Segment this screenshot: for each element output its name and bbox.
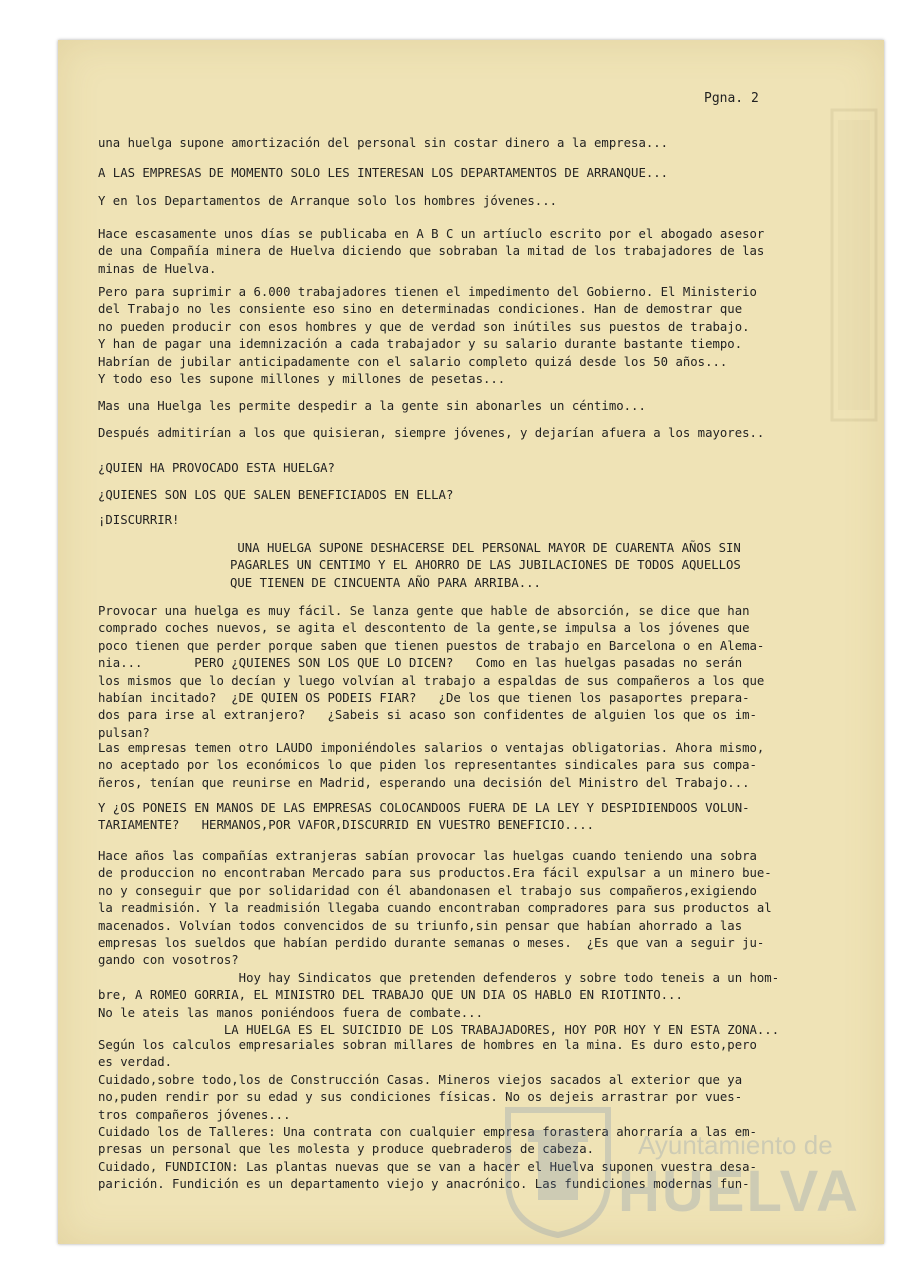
paragraph <box>98 848 779 1039</box>
text-line: Hace años las compañías extranjeras sabían provocar las huelgas cuando teniendo una sobra <box>98 849 757 863</box>
text-line: no y conseguir que por solidaridad con él abandonasen el trabajo sus compañeros,exigiendo <box>98 883 757 898</box>
text-line: Y en los Departamentos de Arranque solo los hombres jóvenes... <box>98 194 558 208</box>
text-line: es verdad. <box>98 1055 173 1070</box>
watermark-line-1: Ayuntamiento de <box>638 1130 833 1160</box>
watermark-line-2: HUELVA <box>618 1159 860 1224</box>
text-line: ñeros, tenían que reunirse en Madrid, esperando una decisión del Ministro del Trabajo... <box>98 775 750 790</box>
text-line: Hoy hay Sindicatos que pretenden defenderos y sobre todo teneis a un hom- <box>98 970 780 985</box>
text-line: ¿QUIENES SON LOS QUE SALEN BENEFICIADOS EN ELLA? <box>98 488 454 502</box>
text-line: presas un personal que les molesta y produce quebraderos de cabeza. <box>98 1142 595 1157</box>
text-line: UNA HUELGA SUPONE DESHACERSE DEL PERSONAL MAYOR DE CUARENTA AÑOS SIN <box>230 541 741 555</box>
text-line: nia... PERO ¿QUIENES SON LOS QUE LO DICEN? Como en las huelgas pasadas no serán <box>98 656 743 671</box>
text-line: del Trabajo no les consiente eso sino en determinadas condiciones. Han de demostrar que <box>98 302 743 317</box>
page-number: Pgna. 2 <box>704 91 759 106</box>
text-line: No le ateis las manos poniéndoos fuera de combate... <box>98 1005 483 1020</box>
paragraph <box>98 425 764 442</box>
paragraph <box>230 540 741 592</box>
text-line: la readmisión. Y la readmisión llegaba cuando encontraban compradores para sus productos al <box>98 901 772 916</box>
text-line: tros compañeros jóvenes... <box>98 1107 291 1122</box>
text-line: A LAS EMPRESAS DE MOMENTO SOLO LES INTERESAN LOS DEPARTAMENTOS DE ARRANQUE... <box>98 166 669 180</box>
text-line: Y todo eso les supone millones y millones de pesetas... <box>98 371 506 386</box>
paragraph <box>98 512 179 529</box>
document-page <box>58 40 884 1244</box>
text-line: no,puden rendir por su edad y sus condiciones físicas. No os dejeis arrastrar por vues- <box>98 1090 743 1105</box>
text-line: Mas una Huelga les permite despedir a la gente sin abonarles un céntimo... <box>98 399 646 413</box>
paragraph <box>98 226 764 278</box>
paragraph <box>98 800 750 835</box>
paragraph <box>98 460 335 477</box>
paragraph <box>98 165 668 182</box>
text-line: habían incitado? ¿DE QUIEN OS PODEIS FIAR? ¿De los que tienen los pasaportes prepara- <box>98 690 750 705</box>
ayuntamiento-huelva-watermark <box>498 1100 878 1240</box>
text-line: Y han de pagar una idemnización a cada trabajador y su salario durante bastante tiempo. <box>98 337 743 352</box>
paragraph <box>98 603 764 742</box>
text-line: ¡DISCURRIR! <box>98 513 180 527</box>
paragraph <box>98 487 453 504</box>
paragraph <box>98 398 646 415</box>
text-line: bre, A ROMEO GORRIA, EL MINISTRO DEL TRABAJO QUE UN DIA OS HABLO EN RIOTINTO... <box>98 988 683 1003</box>
text-line: los mismos que lo decían y luego volvían al trabajo a espaldas de sus compañeros a los que <box>98 673 765 688</box>
city-seal-icon <box>498 1100 618 1240</box>
text-line: dos para irse al extranjero? ¿Sabeis si acaso son confidentes de alguien los que os im- <box>98 708 757 723</box>
paragraph <box>98 740 764 792</box>
paragraph <box>98 135 668 152</box>
text-line: gando con vosotros? <box>98 953 239 968</box>
text-line: Hace escasamente unos días se publicaba en A B C un artíuclo escrito por el abogado asesor <box>98 227 765 241</box>
text-line: empresas los sueldos que habían perdido durante semanas o meses. ¿Es que van a seguir ju- <box>98 935 765 950</box>
text-line: PAGARLES UN CENTIMO Y EL AHORRO DE LAS JUBILACIONES DE TODOS AQUELLOS <box>230 558 741 573</box>
text-line: Cuidado,sobre todo,los de Construcción Casas. Mineros viejos sacados al exterior que ya <box>98 1072 743 1087</box>
text-line: poco tienen que perder porque saben que tienen puestos de trabajo en Barcelona o en Alema- <box>98 638 765 653</box>
text-line: macenados. Volvían todos convencidos de su triunfo,sin pensar que habían ahorrado a las <box>98 918 743 933</box>
text-line: ¿QUIEN HA PROVOCADO ESTA HUELGA? <box>98 461 335 475</box>
text-line: no aceptado por los económicos lo que piden los representantes sindicales para sus compa- <box>98 758 757 773</box>
faded-stamp-mark <box>824 100 884 430</box>
text-line: Pero para suprimir a 6.000 trabajadores tienen el impedimento del Gobierno. El Ministerio <box>98 285 757 299</box>
text-line: Habrían de jubilar anticipadamente con el salario completo quizá desde los 50 años... <box>98 354 728 369</box>
text-line: Según los calculos empresariales sobran millares de hombres en la mina. Es duro esto,pero <box>98 1038 757 1052</box>
text-line: comprado coches nuevos, se agita el descontento de la gente,se impulsa a los jóvenes que <box>98 621 750 636</box>
text-line: minas de Huelva. <box>98 261 217 276</box>
text-line: QUE TIENEN DE CINCUENTA AÑO PARA ARRIBA... <box>230 575 541 590</box>
text-line: LA HUELGA ES EL SUICIDIO DE LOS TRABAJADORES, HOY POR HOY Y EN ESTA ZONA... <box>98 1022 780 1037</box>
text-line: no pueden producir con esos hombres y que de verdad son inútiles sus puestos de trabajo. <box>98 319 750 334</box>
text-line: Provocar una huelga es muy fácil. Se lanza gente que hable de absorción, se dice que han <box>98 604 750 618</box>
paragraph <box>98 193 557 210</box>
text-line: parición. Fundición es un departamento viejo y anacrónico. Las fundiciones modernas fun- <box>98 1177 750 1192</box>
text-line: Las empresas temen otro LAUDO imponiéndoles salarios o ventajas obligatorias. Ahora mismo, <box>98 741 765 755</box>
text-line: pulsan? <box>98 725 150 740</box>
paragraph <box>98 284 757 388</box>
text-line: Y ¿OS PONEIS EN MANOS DE LAS EMPRESAS COLOCANDOOS FUERA DE LA LEY Y DESPIDIENDOOS VOLUN- <box>98 801 750 815</box>
text-line: Cuidado, FUNDICION: Las plantas nuevas que se van a hacer el Huelva suponen vuestra desa- <box>98 1159 757 1174</box>
text-line: de una Compañía minera de Huelva diciendo que sobraban la mitad de los trabajadores de las <box>98 244 765 259</box>
text-line: TARIAMENTE? HERMANOS,POR VAFOR,DISCURRID EN VUESTRO BENEFICIO.... <box>98 818 595 833</box>
text-line: una huelga supone amortización del personal sin costar dinero a la empresa... <box>98 136 669 150</box>
text-line: Cuidado los de Talleres: Una contrata con cualquier empresa forastera ahorraría a las em- <box>98 1124 757 1139</box>
text-line: de produccion no encontraban Mercado para sus productos.Era fácil expulsar a un minero bue- <box>98 866 772 881</box>
text-line: Después admitirían a los que quisieran, siempre jóvenes, y dejarían afuera a los mayores.. <box>98 426 765 440</box>
